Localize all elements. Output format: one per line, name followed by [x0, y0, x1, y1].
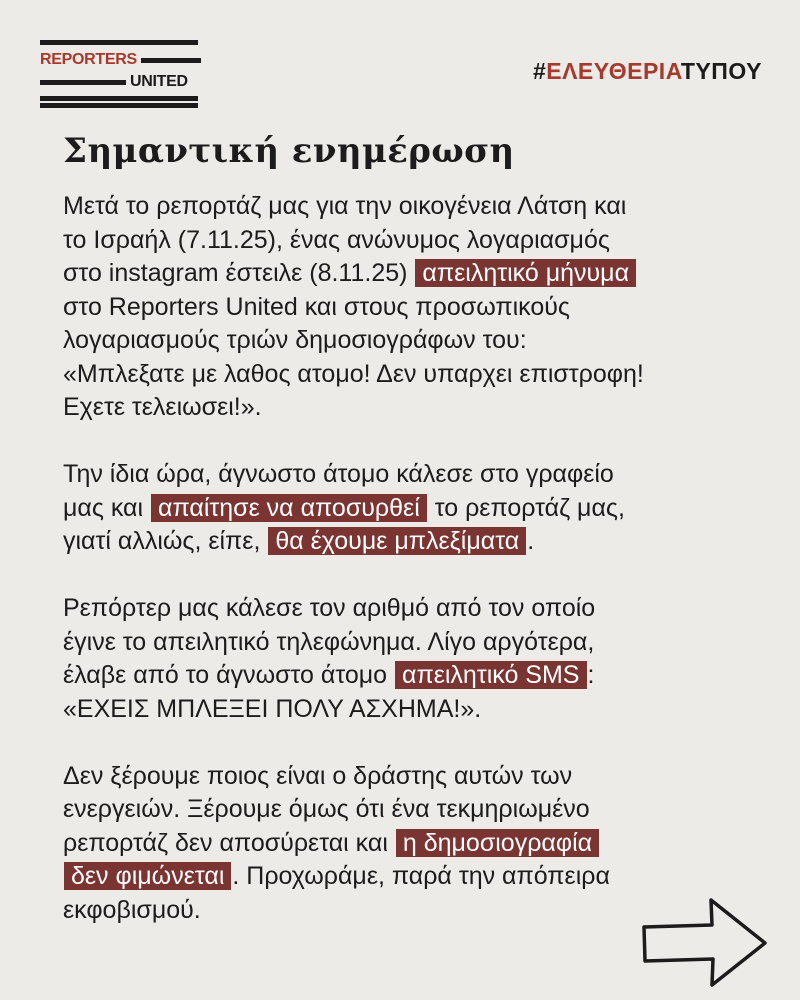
announcement-body [63, 190, 763, 961]
highlight-threatening-message: απειλητικό μήνυμα [415, 259, 636, 287]
highlight-trouble: θα έχουμε μπλεξίματα [268, 527, 526, 555]
highlight-demanded-withdrawal: απαίτησε να αποσυρθεί [151, 494, 427, 522]
highlight-threatening-sms: απειλητικό SMS [395, 661, 586, 689]
highlight-not-silenced: δεν φιμώνεται [64, 862, 231, 890]
paragraph-4: Δεν ξέρουμε ποιος είναι ο δράστης αυτών των ενεργειών. Ξέρουμε όμως ότι ένα τεκμηριωμένο ρεπορτάζ δεν αποσύρεται και η δημοσιογραφία δεν φιμώνεται . Προχωράμε, παρά την απόπειρα εκφοβισμού. [63, 761, 610, 924]
paragraph-3: Ρεπόρτερ μας κάλεσε τον αριθμό από τον οποίο έγινε το απειλητικό τηλεφώνημα. Λίγο αργότερα, έλαβε από το άγνωστο άτομο απειλητικό SMS : «ΕΧΕΙΣ ΜΠΛΕΞΕΙ ΠΟΛΥ ΑΣΧΗΜΑ!». [63, 594, 596, 723]
hashtag: #ΕΛΕΥΘΕΡΙΑΤΥΠΟΥ [532, 58, 762, 84]
logo-word-reporters: REPORTERS [40, 51, 137, 68]
reporters-united-logo [40, 40, 198, 108]
arrow-right-icon[interactable] [640, 895, 770, 990]
logo-word-united: UNITED [130, 73, 188, 90]
paragraph-2: Την ίδια ώρα, άγνωστο άτομο κάλεσε στο γραφείο μας και απαίτησε να αποσυρθεί το ρεπορτάζ μας, γιατί αλλιώς, είπε, θα έχουμε μπλεξίματα . [63, 460, 625, 555]
paragraph-1: Μετά το ρεπορτάζ μας για την οικογένεια Λάτση και το Ισραήλ (7.11.25), ένας ανώνυμος λογαριασμός στο instagram έστειλε (8.11.25) απειλητικό μήνυμα στο Reporters United και στους προσωπικούς λογαριασμούς τριών δημοσιογράφων του: «Μπλεξατε με λαθος ατομο! Δεν υπαρχει επιστροφη! Εχετε τελειωσει!». [63, 192, 644, 421]
highlight-journalism: η δημοσιογραφία [396, 829, 599, 857]
page-title: Σημαντική ενημέρωση [63, 131, 515, 171]
